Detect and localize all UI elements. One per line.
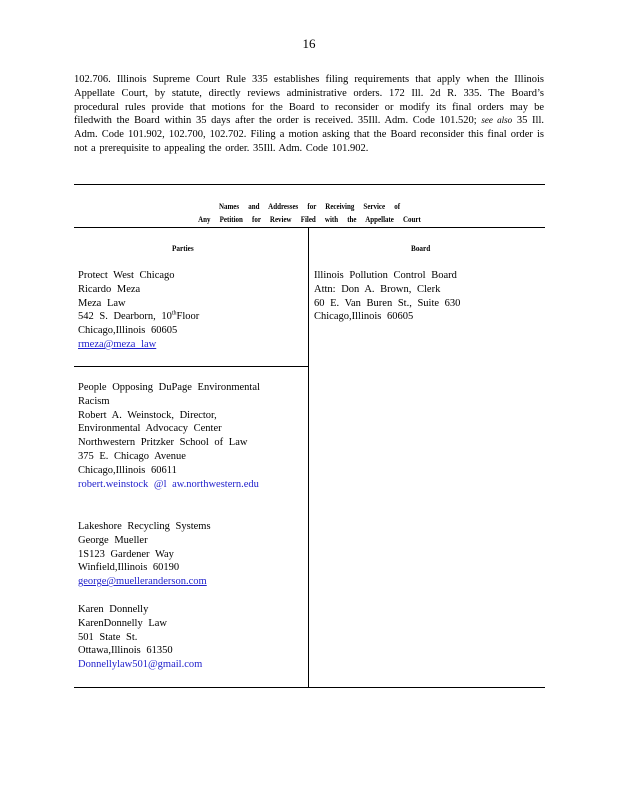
page-number: 16 — [302, 36, 316, 51]
col-header-parties: Parties — [172, 243, 194, 253]
party-name: Protect West Chicago — [78, 270, 175, 281]
intro-text-after: 35 Ill. Adm. Code 101.902, 102.700, 102.702. Filing a motion asking that the Board reconsider this final order is not a prerequisite to appealing the order. 35Ill. Adm. Code 101.902. — [74, 115, 544, 154]
party-school: Northwestern Pritzker School of Law — [78, 437, 248, 449]
party-email-link[interactable]: Donnellylaw501@gmail.com — [78, 659, 203, 671]
party-name-cont: Racism — [78, 395, 110, 407]
party-name: Lakeshore Recycling Systems — [78, 521, 211, 532]
party-firm: Meza Law — [78, 297, 126, 309]
board-street: 60 E. Van Buren St., Suite 630 — [314, 297, 461, 309]
table-top-rule — [74, 184, 545, 185]
party-contact: Robert A. Weinstock, Director, — [78, 409, 217, 421]
col-header-board: Board — [411, 243, 431, 253]
table-heading-line2: Any Petition for Review Filed with the Appellate Court — [198, 214, 421, 224]
party-street: 542 S. Dearborn, 10thFloor — [78, 310, 200, 323]
column-divider — [308, 227, 309, 687]
table-heading — [116, 200, 502, 226]
party-city: Chicago,Illinois 60605 — [78, 325, 178, 337]
party-street: 1S123 Gardener Way — [78, 548, 174, 560]
see-also-italic: see also — [481, 115, 513, 126]
party-email-link[interactable]: robert.weinstock @l aw.northwestern.edu — [78, 478, 259, 490]
party-org: Environmental Advocacy Center — [78, 423, 222, 435]
board-name: Illinois Pollution Control Board — [314, 270, 457, 281]
party-email-link[interactable]: george@muelleranderson.com — [78, 576, 207, 588]
party-city: Chicago,Illinois 60611 — [78, 464, 177, 476]
party-name: Karen Donnelly — [78, 604, 149, 615]
party-contact: George Mueller — [78, 534, 148, 546]
table-heading-line1: Names and Addresses for Receiving Service of — [218, 201, 401, 211]
party-contact: Ricardo Meza — [78, 283, 141, 295]
party-city: Winfield,Illinois 60190 — [78, 562, 180, 574]
party-street: 501 State St. — [78, 631, 138, 643]
row-rule-1 — [74, 366, 308, 367]
party-street: 375 E. Chicago Avenue — [78, 450, 186, 462]
intro-text-before: 102.706. Illinois Supreme Court Rule 335 establishes filing requirements that apply when the Illinois Appellate Court, by statute, directly reviews administrative orders. 172 Ill. 2d R. 335. The Board’s procedural rules provide that motions for the Board to reconsider or modify its final orders may be filedwith the Board within 35 days after the order is received. 35Ill. Adm. Code 101.520; — [74, 74, 544, 127]
party-firm: KarenDonnelly Law — [78, 617, 168, 629]
party-people-opposing-dupage — [78, 381, 260, 491]
party-email-link[interactable]: rmeza@meza law — [78, 338, 157, 350]
table-header-rule — [74, 227, 545, 228]
board-address — [314, 269, 460, 324]
table-bottom-rule — [74, 687, 545, 688]
party-karen-donnelly — [78, 603, 202, 672]
party-city: Ottawa,Illinois 61350 — [78, 645, 173, 657]
board-attn: Attn: Don A. Brown, Clerk — [314, 283, 441, 295]
party-protect-west-chicago — [78, 269, 199, 352]
party-name: People Opposing DuPage Environmental — [78, 382, 260, 393]
intro-paragraph — [74, 73, 544, 156]
party-lakeshore-recycling — [78, 520, 233, 589]
board-city: Chicago,Illinois 60605 — [314, 311, 414, 323]
